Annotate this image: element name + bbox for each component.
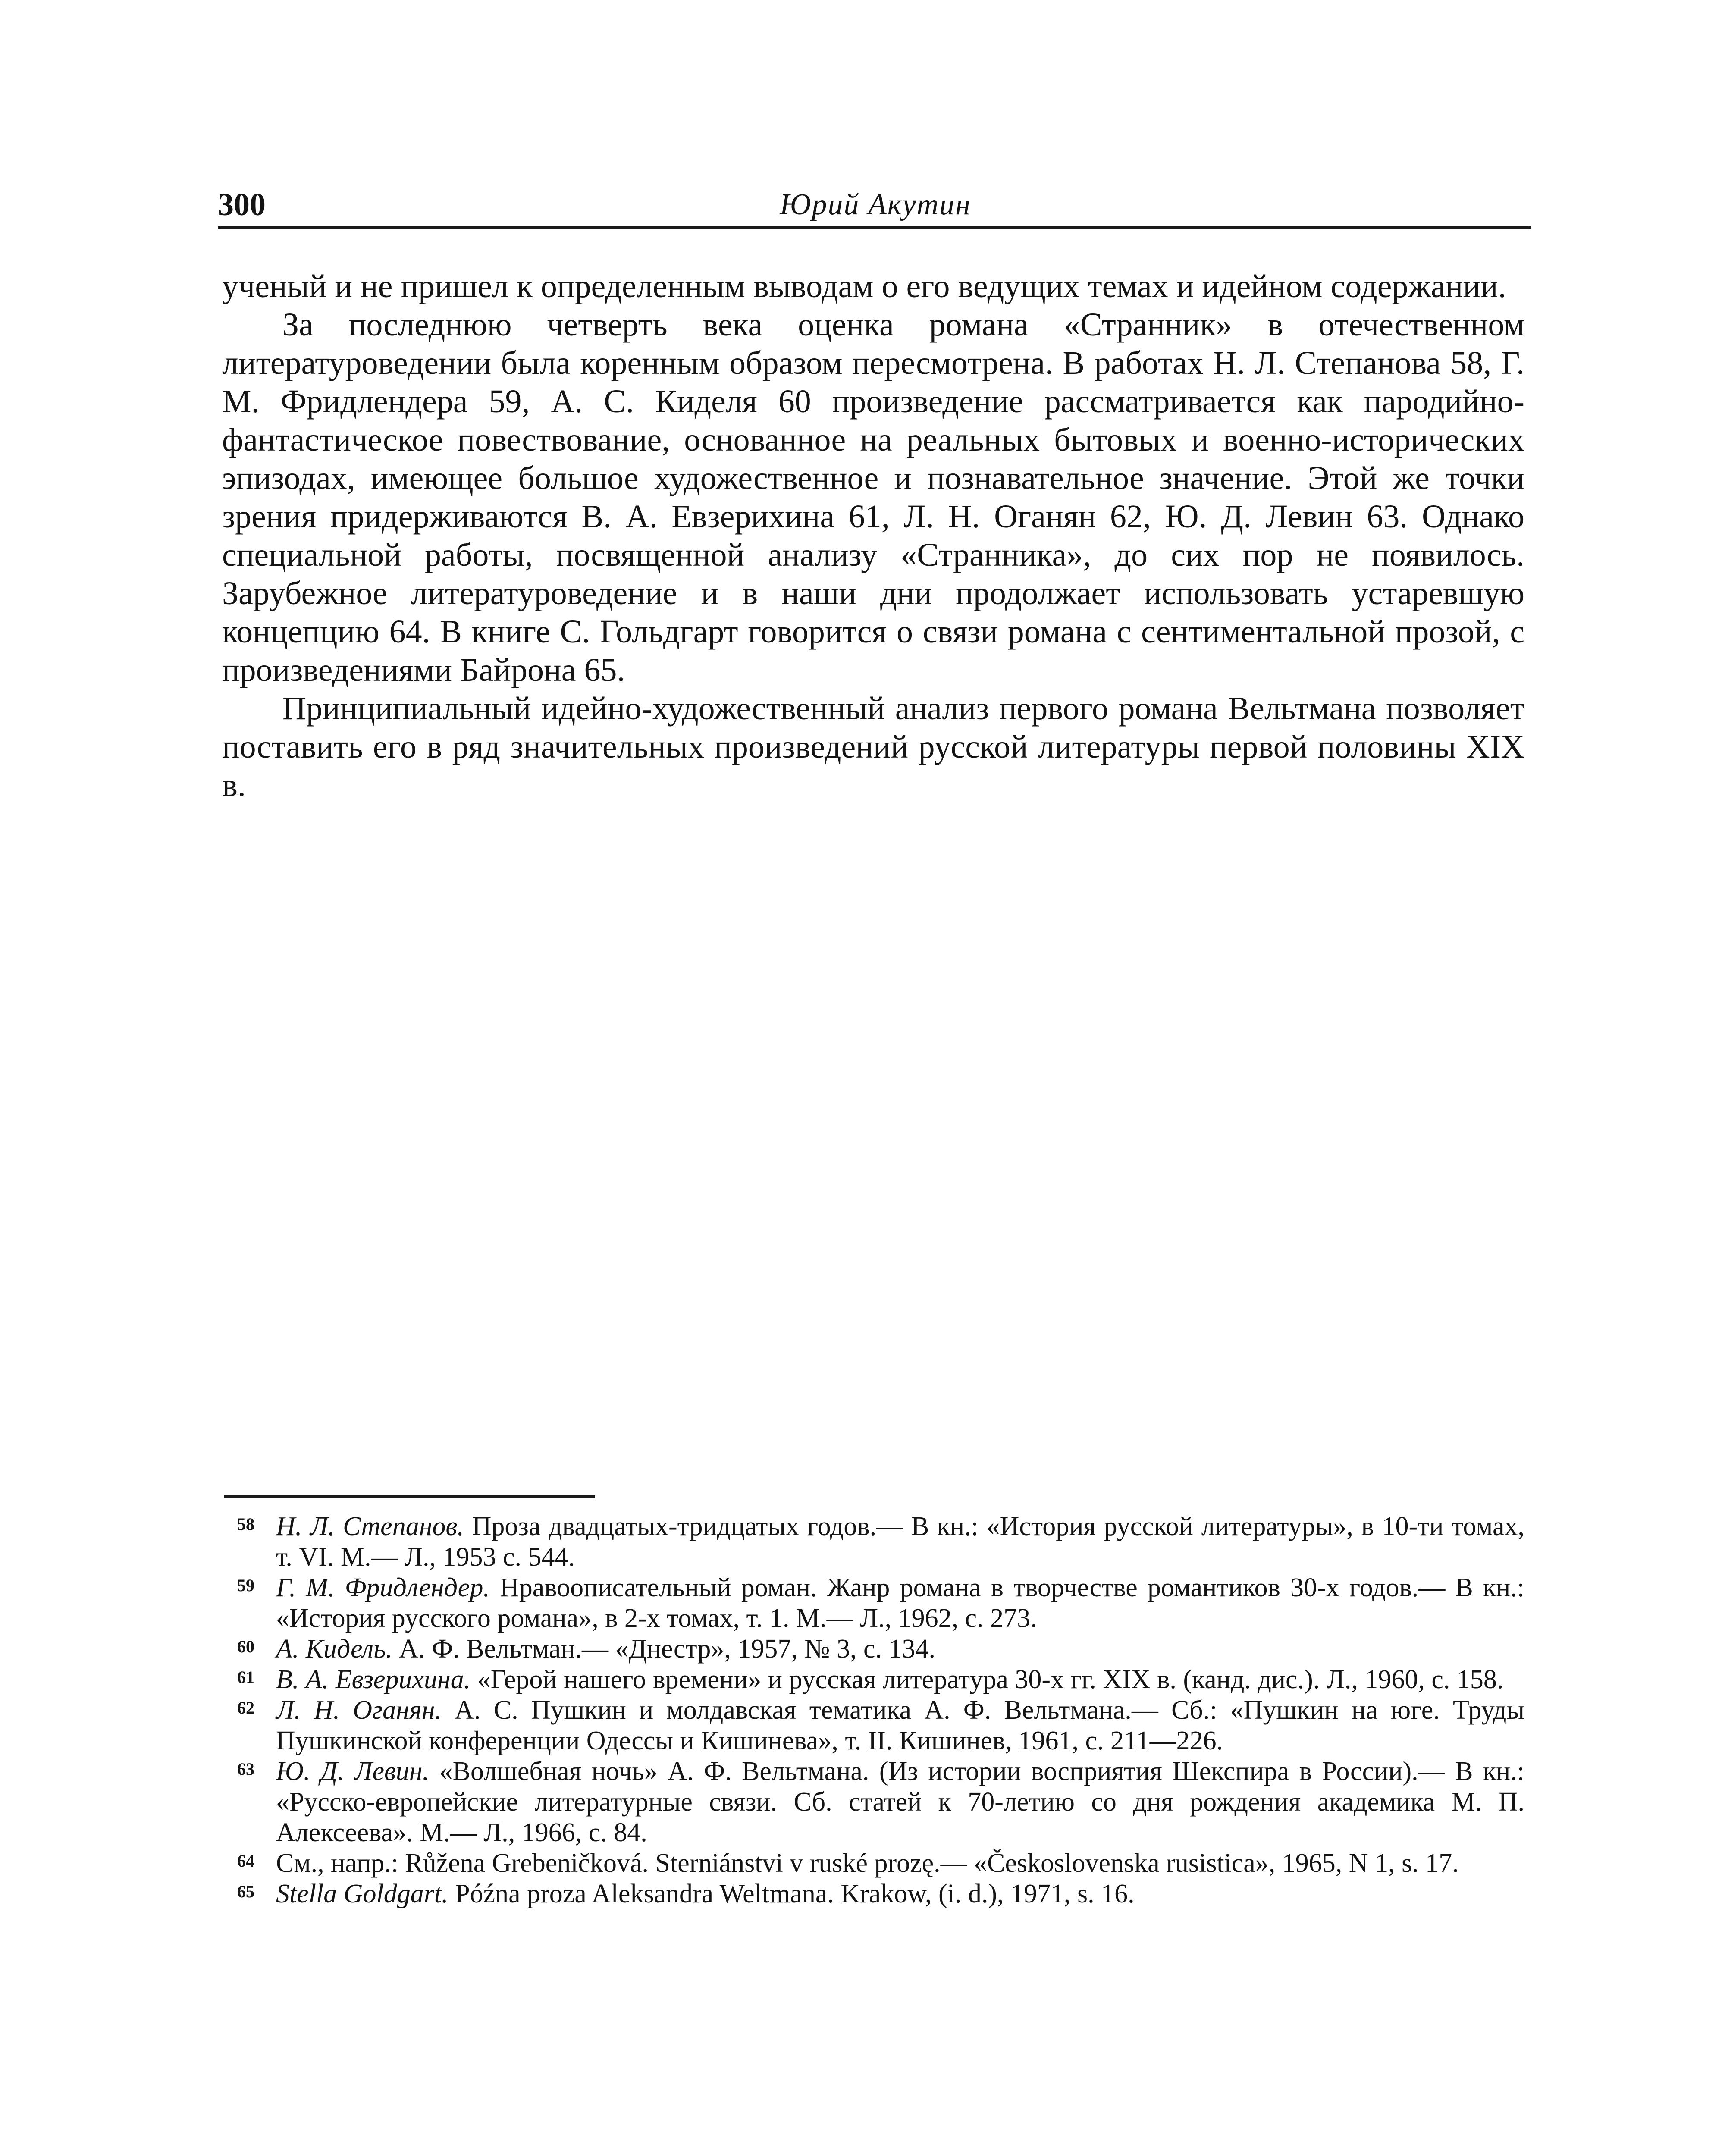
footnote-author: Г. М. Фридлендер. xyxy=(276,1573,490,1602)
footnote-text: Późna proza Aleksandra Weltmana. Krakow, (i. d.), 1971, s. 16. xyxy=(448,1879,1135,1908)
main-text xyxy=(222,267,1524,805)
footnote-author: В. А. Евзерихина. xyxy=(276,1665,471,1694)
running-head: Юрий Акутин xyxy=(780,188,971,221)
footnote-59 xyxy=(237,1573,1524,1634)
footnote-61 xyxy=(237,1664,1524,1695)
footnote-text: См., напр.: Růžena Grebeničková. Sterniánstvi v ruské prozę.— «Československa rusistica», 1965, N 1, s. 17. xyxy=(276,1849,1459,1878)
footnote-text: Проза двадцатых-тридцатых годов.— В кн.: «История русской литературы», в 10-ти томах, т. VI. М.— Л., 1953 с. 544. xyxy=(276,1512,1524,1572)
footnote-number: 61 xyxy=(237,1667,254,1687)
footnote-60 xyxy=(237,1634,1524,1664)
paragraph-1: ученый и не пришел к определенным выводам о его ведущих темах и идейном содержании. xyxy=(222,268,1506,304)
footnote-separator xyxy=(224,1495,595,1498)
footnote-number: 60 xyxy=(237,1637,254,1656)
footnote-58 xyxy=(237,1511,1524,1573)
page-number: 300 xyxy=(218,187,266,222)
footnote-65 xyxy=(237,1879,1524,1909)
footnote-author: Л. Н. Оганян. xyxy=(276,1695,442,1725)
footnote-62 xyxy=(237,1695,1524,1756)
footnote-text: Нравоописательный роман. Жанр романа в творчестве романтиков 30-х годов.— В кн.: «История русского романа», в 2-х томах, т. 1. М.— Л., 1962, с. 273. xyxy=(276,1573,1524,1633)
footnote-text: «Герой нашего времени» и русская литература 30-х гг. XIX в. (канд. дис.). Л., 1960, с. 158. xyxy=(470,1665,1504,1694)
header-rule xyxy=(218,226,1531,229)
page-header xyxy=(218,181,1533,233)
footnote-number: 63 xyxy=(237,1759,254,1779)
footnotes xyxy=(237,1511,1524,1909)
paragraph-3: Принципиальный идейно-художественный анализ первого романа Вельтмана позволяет поставить его в ряд значительных произведений русской литературы первой половины XIX в. xyxy=(222,690,1524,803)
footnote-text: А. Ф. Вельтман.— «Днестр», 1957, № 3, с. 134. xyxy=(392,1634,936,1664)
footnote-author: А. Кидель. xyxy=(276,1634,392,1664)
footnote-author: Ю. Д. Левин. xyxy=(276,1757,430,1786)
footnote-number: 59 xyxy=(237,1576,254,1595)
footnote-author: Stella Goldgart. xyxy=(276,1879,448,1908)
footnote-author: Н. Л. Степанов. xyxy=(276,1512,464,1541)
footnote-64 xyxy=(237,1848,1524,1879)
footnote-text: А. С. Пушкин и молдавская тематика А. Ф. Вельтмана.— Сб.: «Пушкин на юге. Труды Пушкинской конференции Одессы и Кишинева», т. II. Кишинев, 1961, с. 211—226. xyxy=(276,1695,1524,1755)
footnote-63 xyxy=(237,1756,1524,1848)
footnote-text: «Волшебная ночь» А. Ф. Вельтмана. (Из истории восприятия Шекспира в России).— В кн.: «Русско-европейские литературные связи. Сб. статей к 70-летию со дня рождения академика М. П. Алексеева». М.— Л., 1966, с. 84. xyxy=(276,1757,1524,1847)
footnote-number: 62 xyxy=(237,1698,254,1717)
footnote-number: 58 xyxy=(237,1514,254,1534)
footnote-number: 65 xyxy=(237,1882,254,1901)
footnote-number: 64 xyxy=(237,1851,254,1871)
paragraph-2: За последнюю четверть века оценка романа «Странник» в отечественном литературоведении была коренным образом пересмотрена. В работах Н. Л. Степанова 58, Г. М. Фридлендера 59, А. С. Киделя 60 произведение рассматривается как пародийно-фантастическое повествование, основанное на реальных бытовых и военно-исторических эпизодах, имеющее большое художественное и познавательное значение. Этой же точки зрения придерживаются В. А. Евзерихина 61, Л. Н. Оганян 62, Ю. Д. Левин 63. Однако специальной работы, посвященной анализу «Странника», до сих пор не появилось. Зарубежное литературоведение и в наши дни продолжает использовать устаревшую концепцию 64. В книге С. Гольдгарт говорится о связи романа с сентиментальной прозой, с произведениями Байрона 65. xyxy=(222,307,1524,688)
